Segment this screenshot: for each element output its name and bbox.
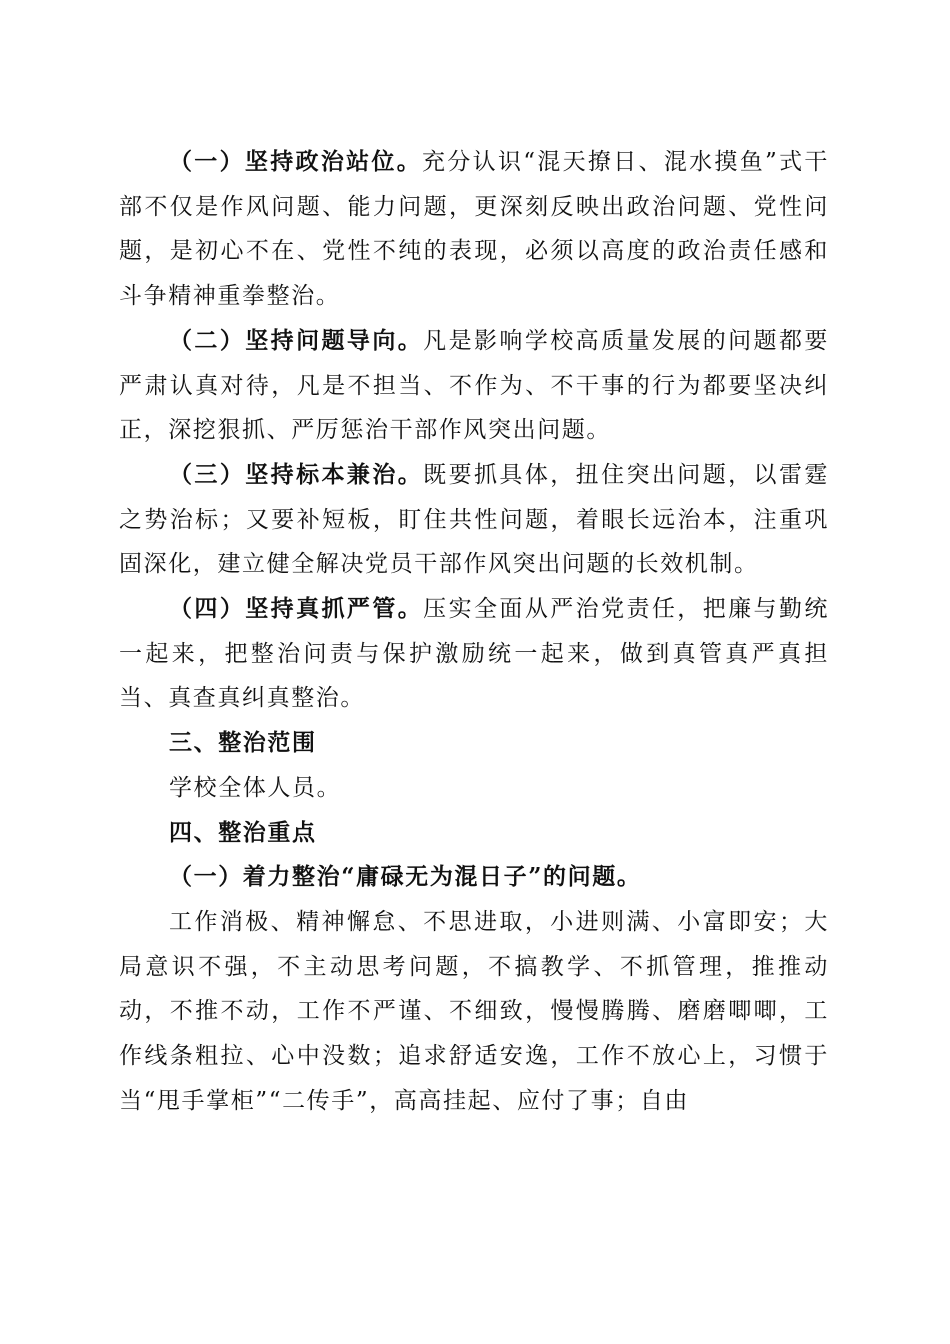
- paragraph-problem-orientation: [119, 319, 829, 453]
- section-heading-focus: 四、整治重点: [169, 818, 317, 846]
- paragraph-text: 充分认识“混天撩日、混水摸鱼”式干部不仅是作风问题、能力问题，更深刻反映出政治问题、党性问题，是初心不在、党性不纯的表现，必须以高度的政治责任感和斗争精神重拳整治。: [119, 149, 829, 310]
- section-text-scope: 学校全体人员。: [169, 774, 342, 801]
- section-heading-scope: 三、整治范围: [169, 729, 317, 757]
- paragraph-text: 凡是影响学校高质量发展的问题都要严肃认真对待，凡是不担当、不作为、不干事的行为都要坚决纠正，深挖狠抓、严厉惩治干部作风突出问题。: [119, 327, 829, 444]
- paragraph-text: 压实全面从严治党责任，把廉与勤统一起来，把整治问责与保护激励统一起来，做到真管真严真担当、真查真纠真整治。: [119, 596, 829, 712]
- subheading-mediocrity: （一）着力整治“庸碌无为混日子”的问题。: [169, 863, 642, 891]
- paragraph-strict-management: [119, 587, 829, 721]
- paragraph-lead: （四）坚持真抓严管。: [169, 595, 424, 623]
- paragraph-root-and-symptom: [119, 453, 829, 587]
- paragraph-text: 既要抓具体，扭住突出问题，以雷霆之势治标；又要补短板，盯住共性问题，着眼长远治本，注重巩固深化，建立健全解决党员干部作风突出问题的长效机制。: [119, 461, 829, 578]
- document-body: [119, 140, 829, 1123]
- paragraph-lead: （一）坚持政治站位。: [169, 148, 423, 175]
- paragraph-lead: （二）坚持问题导向。: [169, 326, 424, 354]
- paragraph-lead: （三）坚持标本兼治。: [169, 460, 424, 488]
- paragraph-mediocrity-details: 工作消极、精神懈怠、不思进取，小进则满、小富即安；大局意识不强，不主动思考问题，不搞教学、不抓管理，推推动动，不推不动，工作不严谨、不细致，慢慢腾腾、磨磨唧唧，工作线条粗拉、心中没数；追求舒适安逸，工作不放心上，习惯于当“甩手掌柜”“二传手”，高高挂起、应付了事；自由: [119, 908, 829, 1114]
- paragraph-political-stance: [119, 140, 829, 319]
